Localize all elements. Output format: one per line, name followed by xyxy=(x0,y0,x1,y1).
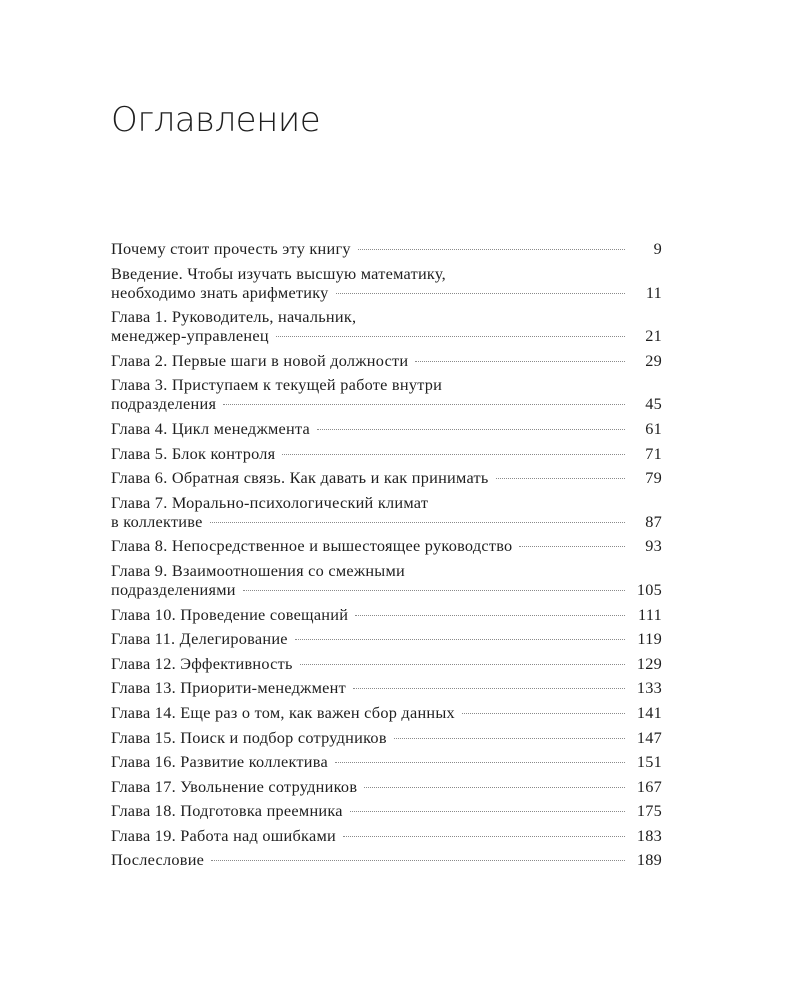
toc-entry[interactable] xyxy=(111,444,662,463)
toc-entry[interactable] xyxy=(111,629,662,648)
dot-leader xyxy=(295,639,625,640)
toc-entry-title-line: Глава 17. Увольнение сотрудников xyxy=(111,776,358,796)
toc-entry-row xyxy=(111,326,662,345)
toc-entry[interactable] xyxy=(111,654,662,673)
dot-leader xyxy=(211,860,625,861)
toc-entry-title-line: Глава 16. Развитие коллектива xyxy=(111,752,328,772)
page-title: Оглавление xyxy=(111,100,321,140)
toc-entry-title-line: Глава 13. Приорити-менеджмент xyxy=(111,678,346,698)
toc-page-number: 29 xyxy=(645,350,662,370)
toc-entry[interactable] xyxy=(111,678,662,697)
toc-entry-row xyxy=(111,351,662,370)
dot-leader xyxy=(358,249,625,250)
toc-page-number: 167 xyxy=(636,776,662,796)
toc-page-number: 183 xyxy=(636,825,662,845)
toc-page-number: 151 xyxy=(636,752,662,772)
toc-entry-title-line: Глава 11. Делегирование xyxy=(111,629,288,649)
toc-entry-row xyxy=(111,605,662,624)
toc-entry-row xyxy=(111,728,662,747)
toc-page-number: 119 xyxy=(637,629,662,649)
dot-leader xyxy=(282,454,625,455)
toc-page-number: 21 xyxy=(645,326,662,346)
toc-entry-row xyxy=(111,777,662,796)
toc-entry-title-line: Глава 14. Еще раз о том, как важен сбор данных xyxy=(111,702,455,722)
toc-entry-row xyxy=(111,283,662,302)
toc-page-number: 189 xyxy=(636,850,662,870)
toc-entry-title-line: Глава 4. Цикл менеджмента xyxy=(111,418,310,438)
toc-entry-title-line: Глава 10. Проведение совещаний xyxy=(111,604,349,624)
dot-leader xyxy=(496,478,625,479)
toc-entry[interactable] xyxy=(111,375,662,413)
toc-entry-title-line: подразделениями xyxy=(111,579,236,599)
toc-entry-title-line: Глава 1. Руководитель, начальник, xyxy=(111,307,357,327)
toc-page-number: 71 xyxy=(645,443,662,463)
dot-leader xyxy=(300,664,625,665)
toc-entry[interactable] xyxy=(111,752,662,771)
toc-page-number: 147 xyxy=(636,727,662,747)
dot-leader xyxy=(210,522,625,523)
toc-entry-title-line: Глава 18. Подготовка преемника xyxy=(111,801,343,821)
toc-entry-title-line: Послесловие xyxy=(111,850,205,870)
toc-entry[interactable] xyxy=(111,777,662,796)
toc-entry[interactable] xyxy=(111,536,662,555)
toc-entry-row xyxy=(111,512,662,531)
dot-leader xyxy=(276,336,625,337)
toc-entry-title-line: в коллективе xyxy=(111,511,203,531)
toc-entry-row xyxy=(111,468,662,487)
toc-entry-row xyxy=(111,419,662,438)
toc-entry-row xyxy=(111,752,662,771)
toc-entry[interactable] xyxy=(111,419,662,438)
toc-entry-row xyxy=(111,239,662,258)
toc-entry-title-line: Глава 5. Блок контроля xyxy=(111,443,276,463)
toc-page-number: 133 xyxy=(636,678,662,698)
toc-entry-row xyxy=(111,826,662,845)
toc-entry-title-line: Глава 8. Непосредственное и вышестоящее руководство xyxy=(111,536,513,556)
dot-leader xyxy=(317,429,625,430)
toc-entry-row xyxy=(111,444,662,463)
toc-entry-row xyxy=(111,629,662,648)
toc-page-number: 79 xyxy=(645,468,662,488)
toc-entry[interactable] xyxy=(111,561,662,599)
toc-entry-row xyxy=(111,703,662,722)
toc-entry-row xyxy=(111,850,662,869)
toc-entry-title-line: Глава 6. Обратная связь. Как давать и как принимать xyxy=(111,468,489,488)
toc-entry[interactable] xyxy=(111,801,662,820)
toc-entry-row xyxy=(111,580,662,599)
toc-entry[interactable] xyxy=(111,728,662,747)
dot-leader xyxy=(353,688,625,689)
toc-entry[interactable] xyxy=(111,351,662,370)
toc-page-number: 129 xyxy=(636,653,662,673)
toc-entry-title-line: Глава 7. Морально-психологический климат xyxy=(111,492,429,512)
toc-entry-row xyxy=(111,678,662,697)
toc-entry[interactable] xyxy=(111,605,662,624)
toc-entry[interactable] xyxy=(111,493,662,531)
toc-entry-title-line: Глава 2. Первые шаги в новой должности xyxy=(111,350,409,370)
dot-leader xyxy=(415,361,625,362)
toc-entry-title-line: Глава 19. Работа над ошибками xyxy=(111,825,336,845)
toc-entry-row xyxy=(111,394,662,413)
dot-leader xyxy=(462,713,625,714)
toc-entry-row xyxy=(111,536,662,555)
dot-leader xyxy=(335,762,625,763)
toc-entry-row xyxy=(111,654,662,673)
toc-page-number: 175 xyxy=(636,801,662,821)
toc-page-number: 105 xyxy=(636,579,662,599)
toc-page-number: 93 xyxy=(645,536,662,556)
toc-entry[interactable] xyxy=(111,307,662,345)
toc-page-number: 111 xyxy=(638,604,662,624)
toc-entry-title-line: Глава 12. Эффективность xyxy=(111,653,293,673)
dot-leader xyxy=(223,404,625,405)
dot-leader xyxy=(355,615,625,616)
toc-page-number: 11 xyxy=(645,282,662,302)
toc-page-number: 9 xyxy=(653,239,662,258)
toc-entry-title-line: менеджер-управленец xyxy=(111,326,269,346)
toc-entry[interactable] xyxy=(111,239,662,258)
toc-page-number: 141 xyxy=(636,702,662,722)
toc-page-number: 61 xyxy=(645,418,662,438)
dot-leader xyxy=(336,293,625,294)
toc-page-number: 87 xyxy=(645,511,662,531)
toc-entry-title-line: подразделения xyxy=(111,394,217,414)
toc-entry[interactable] xyxy=(111,850,662,869)
dot-leader xyxy=(243,590,625,591)
toc-entry-title-line: Глава 3. Приступаем к текущей работе внутри xyxy=(111,375,443,395)
toc-entry-title-line: Глава 9. Взаимоотношения со смежными xyxy=(111,560,406,580)
toc-entry[interactable] xyxy=(111,468,662,487)
toc-entry[interactable] xyxy=(111,264,662,302)
dot-leader xyxy=(350,811,625,812)
dot-leader xyxy=(343,836,625,837)
toc-entry-title-line: Глава 15. Поиск и подбор сотрудников xyxy=(111,727,387,747)
toc-entry-row xyxy=(111,801,662,820)
toc-entry-title-line: необходимо знать арифметику xyxy=(111,282,329,302)
toc-entry[interactable] xyxy=(111,703,662,722)
toc-page-number: 45 xyxy=(645,394,662,414)
toc-entry[interactable] xyxy=(111,826,662,845)
dot-leader xyxy=(519,546,625,547)
toc-entry-title-line: Введение. Чтобы изучать высшую математику, xyxy=(111,263,446,283)
dot-leader xyxy=(364,787,625,788)
table-of-contents xyxy=(111,239,662,875)
dot-leader xyxy=(394,738,625,739)
toc-entry-title-line: Почему стоит прочесть эту книгу xyxy=(111,239,351,258)
